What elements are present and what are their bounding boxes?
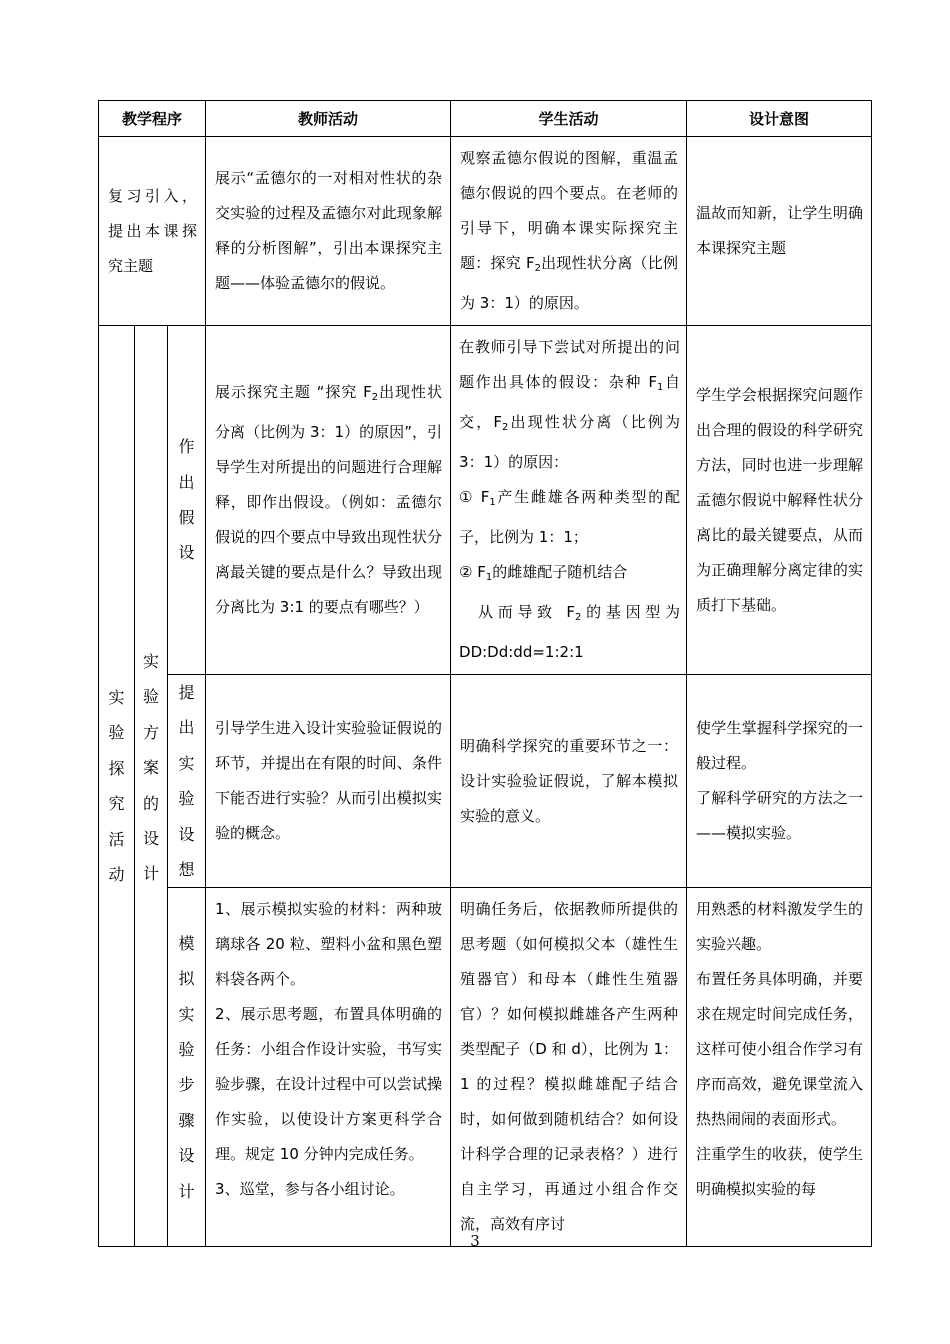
steps-student-cell: [451, 888, 687, 1247]
hypothesis-teacher-cell: [206, 326, 451, 675]
steps-teacher-cell: [206, 888, 451, 1247]
idea-label: 提出实验设想: [178, 683, 195, 880]
review-procedure-cell: [99, 137, 206, 326]
lesson-plan-table: [98, 100, 872, 1247]
idea-student-text: 明确科学探究的重要环节之一：设计实验验证假说，了解本模拟实验的意义。: [460, 736, 679, 825]
review-teacher-text: 展示“孟德尔的一对相对性状的杂交实验的过程及孟德尔对此现象解释的分析图解”，引出本课探究主题——体验孟德尔的假说。: [215, 169, 443, 292]
idea-label-cell: [168, 675, 206, 888]
review-student-text: 观察孟德尔假说的图解，重温孟德尔假说的四个要点。在老师的引导下，明确本课实际探究主题：探究 $F_2$出现性状分离（比例为 3：1）的原因。: [460, 149, 679, 312]
steps-student-text: 明确任务后，依据教师所提供的思考题（如何模拟父本（雄性生殖器官）和母本（雌性生殖器官）？如何模拟雌雄各产生两种类型配子（D 和 d），比例为 1：1 的过程？模拟雌雄配子结合时，如何做到随机结合？如何设计科学合理的记录表格？）进行自主学习，再通过小组合作交流，高效有序讨: [460, 900, 679, 1234]
hypothesis-row: [99, 326, 872, 675]
hypothesis-teacher-text: 展示探究主题 “探究 $F_2$出现性状分离（比例为 3：1）的原因”，引导学生对所提出的问题进行合理解释，即作出假设。（例如：孟德尔假说的四个要点中导致出现性状分离最关键的要点是什么？导致出现分离比为 3:1 的要点有哪些？）: [215, 383, 443, 616]
idea-teacher-cell: [206, 675, 451, 888]
idea-teacher-text: 引导学生进入设计实验验证假说的环节，并提出在有限的时间、条件下能否进行实验？从而引出模拟实验的概念。: [215, 719, 443, 843]
steps-label-cell: [168, 888, 206, 1247]
review-row: [99, 137, 872, 326]
page-number: 3: [470, 1232, 480, 1250]
header-teacher-activity: 教师活动: [206, 101, 451, 137]
idea-row: [99, 675, 872, 888]
hypothesis-student-cell: [451, 326, 687, 675]
steps-label: 模拟实验步骤设计: [178, 933, 195, 1201]
hypothesis-label-cell: [168, 326, 206, 675]
steps-teacher-text: 1、展示模拟实验的材料：两种玻璃球各 20 粒、塑料小盆和黑色塑料袋各两个。 2、展示思考题，布置具体明确的任务：小组合作设计实验，书写实验步骤，在设计过程中可以尝试操作实验，以使设计方案更科学合理。规定 10 分钟内完成任务。 3、巡堂，参与各小组讨论。: [215, 900, 443, 1199]
hypothesis-label: 作出假设: [178, 437, 195, 563]
plan-label-cell: [135, 326, 168, 1247]
idea-design-cell: [687, 675, 872, 888]
header-design-intent: 设计意图: [687, 101, 872, 137]
steps-design-cell: [687, 888, 872, 1247]
idea-student-cell: [451, 675, 687, 888]
header-row: [99, 101, 872, 137]
experiment-plan-label: 实验方案的设计: [142, 652, 159, 884]
header-student-activity: 学生活动: [451, 101, 687, 137]
activity-label-cell: [99, 326, 135, 1247]
steps-row: [99, 888, 872, 1247]
steps-design-text: 用熟悉的材料激发学生的实验兴趣。 布置任务具体明确，并要求在规定时间完成任务，这样可使小组合作学习有序而高效，避免课堂流入热热闹闹的表面形式。 注重学生的收获，使学生明确模拟实验的每: [696, 900, 864, 1199]
header-procedure: 教学程序: [99, 101, 206, 137]
experiment-activity-label: 实验探究活动: [108, 688, 125, 885]
idea-design-text: 使学生掌握科学探究的一般过程。 了解科学研究的方法之一——模拟实验。: [696, 719, 864, 843]
hypothesis-student-text: 在教师引导下尝试对所提出的问题作出具体的假设：杂种 $F_1$自交，$F_2$出现性状分离（比例为 3：1）的原因： ① $F_1$产生雌雄各两种类型的配子，比例为 1：1； ② $F_1$的雌雄配子随机结合 从而导致 $F_2$的基因型为DD:Dd:dd=1:2:1: [459, 338, 681, 661]
review-design-text: 温故而知新，让学生明确本课探究主题: [696, 204, 864, 257]
review-design-cell: [687, 137, 872, 326]
review-procedure-text: 复习引入，提出本课探究主题: [108, 186, 198, 275]
review-student-cell: [451, 137, 687, 326]
hypothesis-design-text: 学生学会根据探究问题作出合理的假设的科学研究方法，同时也进一步理解孟德尔假说中解释性状分离比的最关键要点，从而为正确理解分离定律的实质打下基础。: [696, 385, 864, 614]
review-teacher-cell: [206, 137, 451, 326]
hypothesis-design-cell: [687, 326, 872, 675]
